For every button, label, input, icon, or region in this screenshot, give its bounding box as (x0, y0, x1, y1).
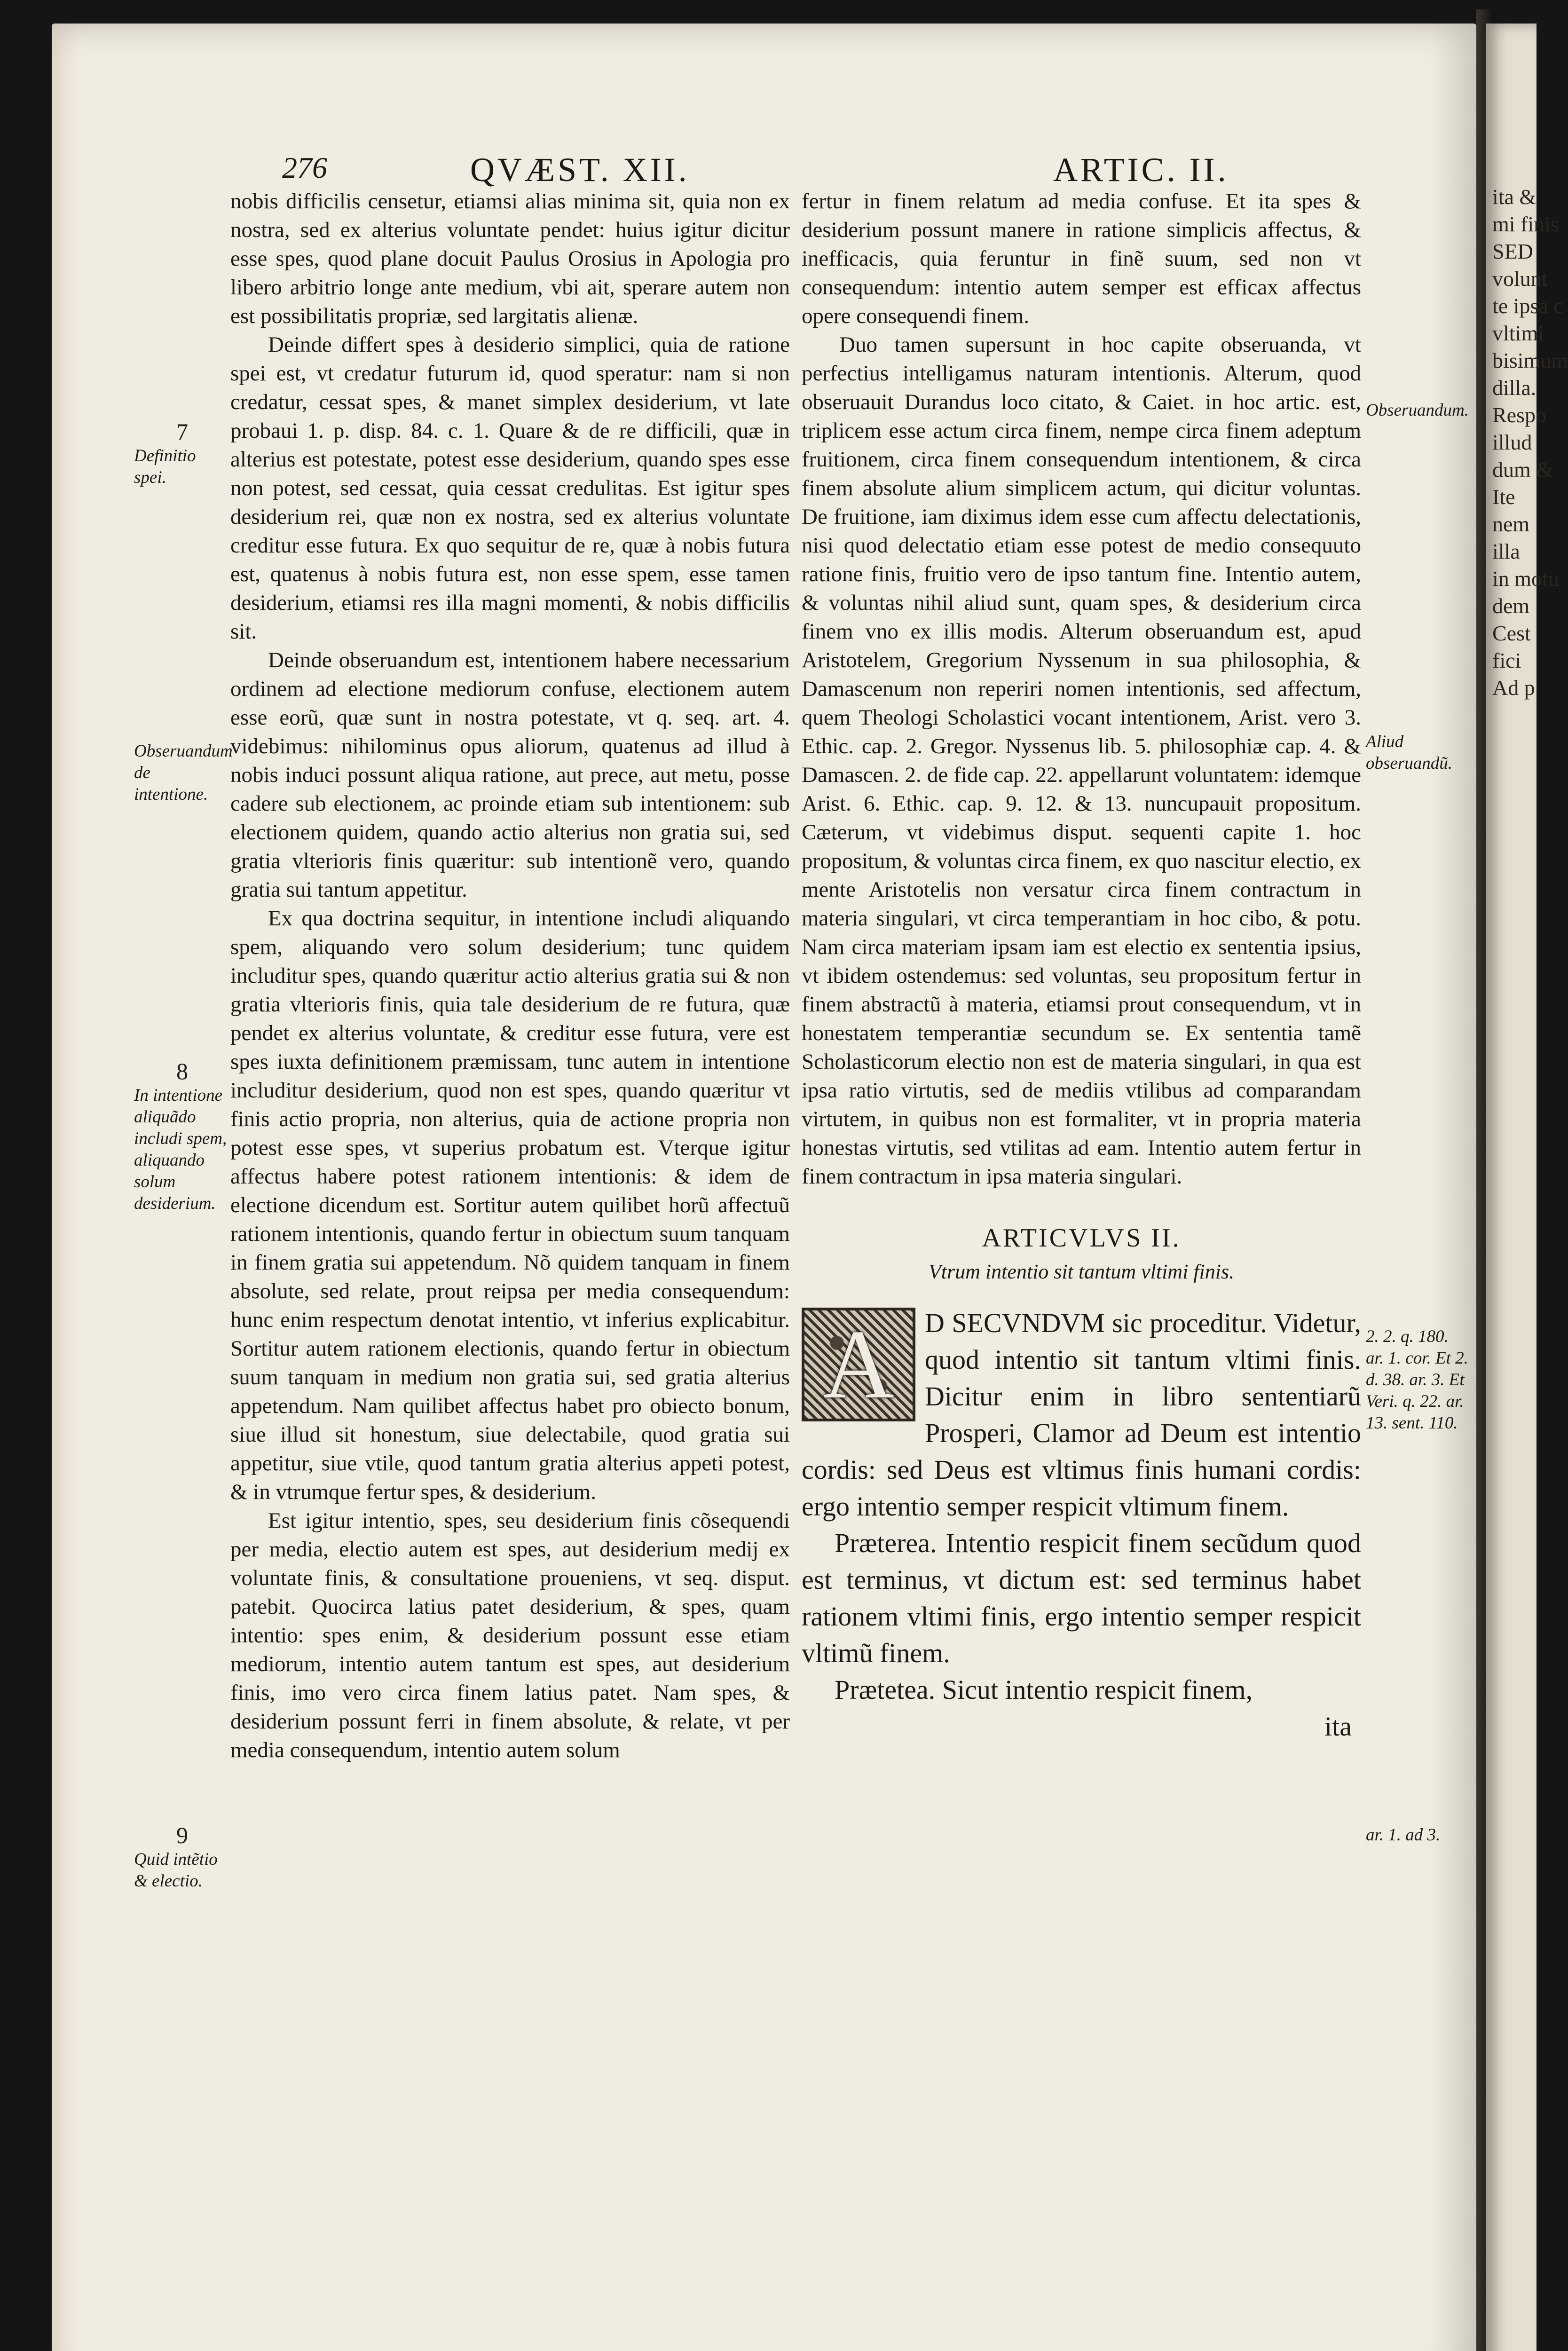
page-fragment: Ite (1492, 485, 1515, 509)
paragraph: Deinde obseruandum est, intentionem habere necessarium ordinem ad electione mediorum confuse, electionem autem esse eorũ, quæ sunt in nostra potestate, vt q. seq. art. 4. videbimus: nihilominus opus aliorum, quatenus ad illud à nobis induci possunt aliqua ratione, aut prece, aut metu, posse cadere sub electionem, ac proinde etiam sub intentionem: sub electionem quidem, quando actio alterius non gratia sui, sed gratia vlterioris finis quæritur: sub intentionẽ vero, quando gratia sui tantum appetitur. (230, 648, 790, 902)
paragraph: Deinde differt spes à desiderio simplici, quia de ratione spei est, vt credatur futurum id, quod speratur: nam si non credatur, cessat spes, & manet simplex desiderium, vt late probaui 1. p. disp. 84. c. 1. Quare & de re difficili, quæ in alterius est potestate, potest esse desiderium, quando spes esse non potest, sed cessat, quia cessat credulitas. Est igitur spes desiderium rei, quæ non ex nostra, sed ex alterius voluntate creditur esse futura. Ex quo sequitur de re, quæ à nobis futura est, quatenus à nobis futura est, non esse spem, esse tamen desiderium, etiamsi res illa magni momenti, & nobis difficilis sit. (230, 332, 790, 644)
margin-note: 7 Definitio spei. (134, 418, 196, 487)
paragraph: fertur in finem relatum ad media confuse. Et ita spes & desiderium possunt manere in ratione simplicis affectus, & inefficacis, quia feruntur in finẽ suum, sed non vt consequendum: intentio autem semper est efficax affectus opere consequendi finem. (802, 189, 1361, 328)
page-fragment: vltimi (1492, 321, 1544, 345)
paragraph: Præterea. Intentio respicit finem secũdum quod est terminus, vt dictum est: sed terminus habet rationem vltimi finis, ergo intentio semper respicit vltimũ finem. (802, 1528, 1361, 1668)
page-fragment: Ad p (1492, 676, 1535, 700)
page-fragment: dilla. (1492, 376, 1536, 400)
page-fragment: bisimum (1492, 348, 1568, 372)
ornamental-dropcap: A (802, 1308, 915, 1421)
page-fragment: nem (1492, 512, 1530, 536)
page-fragment: SED (1492, 239, 1533, 263)
paragraph: Est igitur intentio, spes, seu desiderium finis cõsequendi per media, electio autem est spes, aut desiderium medij ex voluntate finis, & consultatione proueniens, vt seq. disput. patebit. Quocirca latius patet desiderium, & spes, quam intentio: spes enim, & desiderium possunt esse etiam mediorum, intentio autem tantum est spes, aut desiderium finis, imo vero circa finem latius patet. Nam spes, & desiderium possunt ferri in finem absolute, & relate, vt per media consequendum, intentio autem solum (230, 1508, 790, 1762)
margin-note: 8 In intentione aliquãdo includi spem, aliquando solum desiderium. (134, 1058, 227, 1213)
article-question: Vtrum intentio sit tantum vltimi finis. (928, 1260, 1235, 1283)
paragraph: Ex qua doctrina sequitur, in intentione includi aliquando spem, aliquando vero solum desiderium; tunc quidem includitur spes, quando quæritur actio alterius gratia sui & non gratia vlterioris finis, quia tale desiderium de re futura, quæ pendet ex alterius voluntate, & creditur esse futura, vere est spes iuxta definitionem præmissam, tunc autem in intentione includitur desiderium, quod non est spes, quando quæritur vt finis actio propria, non alterius, quia de actione propria non potest esse spes, vt superius probatum est. Vterque igitur affectus habere potest rationem intentionis: & idem de electione dicendum est. Sortitur autem quilibet horũ affectuũ rationem intentionis, quando fertur in obiectum suum tanquam in finem gratia sui appetendum. Nõ quidem tanquam in finem absolute, sed relate, prout reipsa per media consequendum: hunc enim respectum denotat intentio, vt inferius explicabitur. Sortitur autem rationem electionis, quando fertur in obiectum suum tanquam in medium non gratia sui, sed gratia alterius appetendum. Nam quilibet affectus habet pro obiecto bonum, siue illud sit honestum, siue delectabile, quod gratia sui appetitur, siue vtile, quod tantum gratia alterius appeti potest, & in vtrumque fertur spes, & desiderium. (230, 906, 790, 1504)
page-fragment: Respo (1492, 403, 1546, 427)
right-text-column (802, 187, 1361, 1745)
paragraph: Prætetea. Sicut intentio respicit finem, (835, 1674, 1253, 1705)
page-fragment: mi finis (1492, 212, 1559, 236)
page-fragment: te ipsa c (1492, 294, 1563, 318)
margin-note: Obseruandum de intentione. (134, 742, 233, 804)
margin-note: 9 Quid intẽtio & electio. (134, 1822, 218, 1891)
page-fragment: ita & (1492, 185, 1536, 209)
margin-note: Aliud obseruandũ. (1366, 732, 1452, 773)
margin-note: ar. 1. ad 3. (1366, 1825, 1441, 1845)
page-number: 276 (282, 151, 327, 184)
article-body (802, 1305, 1361, 1745)
next-page-edge (1486, 24, 1568, 2351)
page-fragment: volunt (1492, 267, 1548, 291)
page-fragment: dem (1492, 594, 1530, 618)
paragraph: nobis difficilis censetur, etiamsi alias minima sit, quia non ex nostra, sed ex alterius voluntate pendet: huius igitur dicitur esse spes, quod plane docuit Paulus Orosius in Apologia pro libero arbitrio longe ante medium, vbi ait, sperare autem non est possibilitatis propriæ, sed largitatis alienæ. (230, 189, 790, 328)
page-fragment: in motu (1492, 567, 1559, 591)
page-fragment: dum & (1492, 458, 1553, 481)
margin-note: 2. 2. q. 180. ar. 1. cor. Et 2. d. 38. ar. 3. Et Veri. q. 22. ar. 13. sent. 110. (1366, 1327, 1468, 1433)
margin-note: Obseruandum. (1366, 401, 1469, 420)
paragraph: D SECVNDVM sic proceditur. Videtur, quod intentio sit tantum vltimi finis. Dicitur enim in libro sententiarũ Prosperi, Clamor ad Deum est intentio cordis: sed Deus est vltimus finis humani cordis: ergo intentio semper respicit vltimum finem. (802, 1308, 1361, 1522)
catchword: ita (1324, 1711, 1352, 1742)
page-fragment: illa (1492, 539, 1520, 563)
page-fragment: illud (1492, 430, 1532, 454)
page-fragment: Cest (1492, 621, 1531, 645)
question-title: QVÆST. XII. (470, 151, 690, 189)
left-text-column (230, 187, 790, 1765)
article-title: ARTIC. II. (1053, 151, 1229, 189)
article-heading: ARTICVLVS II. (982, 1223, 1181, 1253)
page-fragment: fici (1492, 648, 1521, 672)
paragraph: Duo tamen supersunt in hoc capite obseruanda, vt perfectius intelligamus naturam intentionis. Alterum, quod obseruauit Durandus loco citato, & Caiet. in hoc artic. est, triplicem esse actum circa finem, nempe circa finem adeptum fruitionem, circa finem consequendum intentionem, & circa finem absolute alium simplicem actum, qui dicitur voluntas. De fruitione, iam diximus idem esse cum affectu delectationis, nisi quod delectatio etiam esse potest de medio consequuto ratione finis, fruitio vero de ipso tantum fine. Intentio autem, & voluntas nihil aliud sunt, quam spes, & desiderium circa finem vno ex illis modis. Alterum obseruandum est, apud Aristotelem, Gregorium Nyssenum in sua philosophia, & Damascenum non reperiri nomen intentionis, sed affectum, quem Theologi Scholastici vocant intentionem, Arist. vero 3. Ethic. cap. 2. Gregor. Nyssenus lib. 5. philosophiæ cap. 4. & Damascen. 2. de fide cap. 22. appellarunt voluntatem: idemque Arist. 6. Ethic. cap. 9. 12. & 13. nuncupauit propositum. Cæterum, vt videbimus disput. sequenti capite 1. hoc propositum, & voluntas circa finem, ex quo nascitur electio, ex mente Aristotelis non versatur circa finem contractum in materia singulari, vt circa temperantiam in hoc cibo, & potu. Nam circa materiam ipsam iam est electio ex sententia ipsius, vt ibidem ostendemus: sed voluntas, seu propositum fertur in finem abstractũ à materia, etiamsi prout consequendum, vt in honestatem temperantiæ secundum se. Ex sententia tamẽ Scholasticorum electio non est de materia singulari, in qua est ipsa ratio virtutis, sed de mediis vtilibus ad comparandam virtutem, in quibus non est formaliter, vt in propria materia honestas virtutis, sed vtilitas ad eam. Intentio autem fertur in finem contractum in ipsa materia singulari. (802, 332, 1361, 1189)
